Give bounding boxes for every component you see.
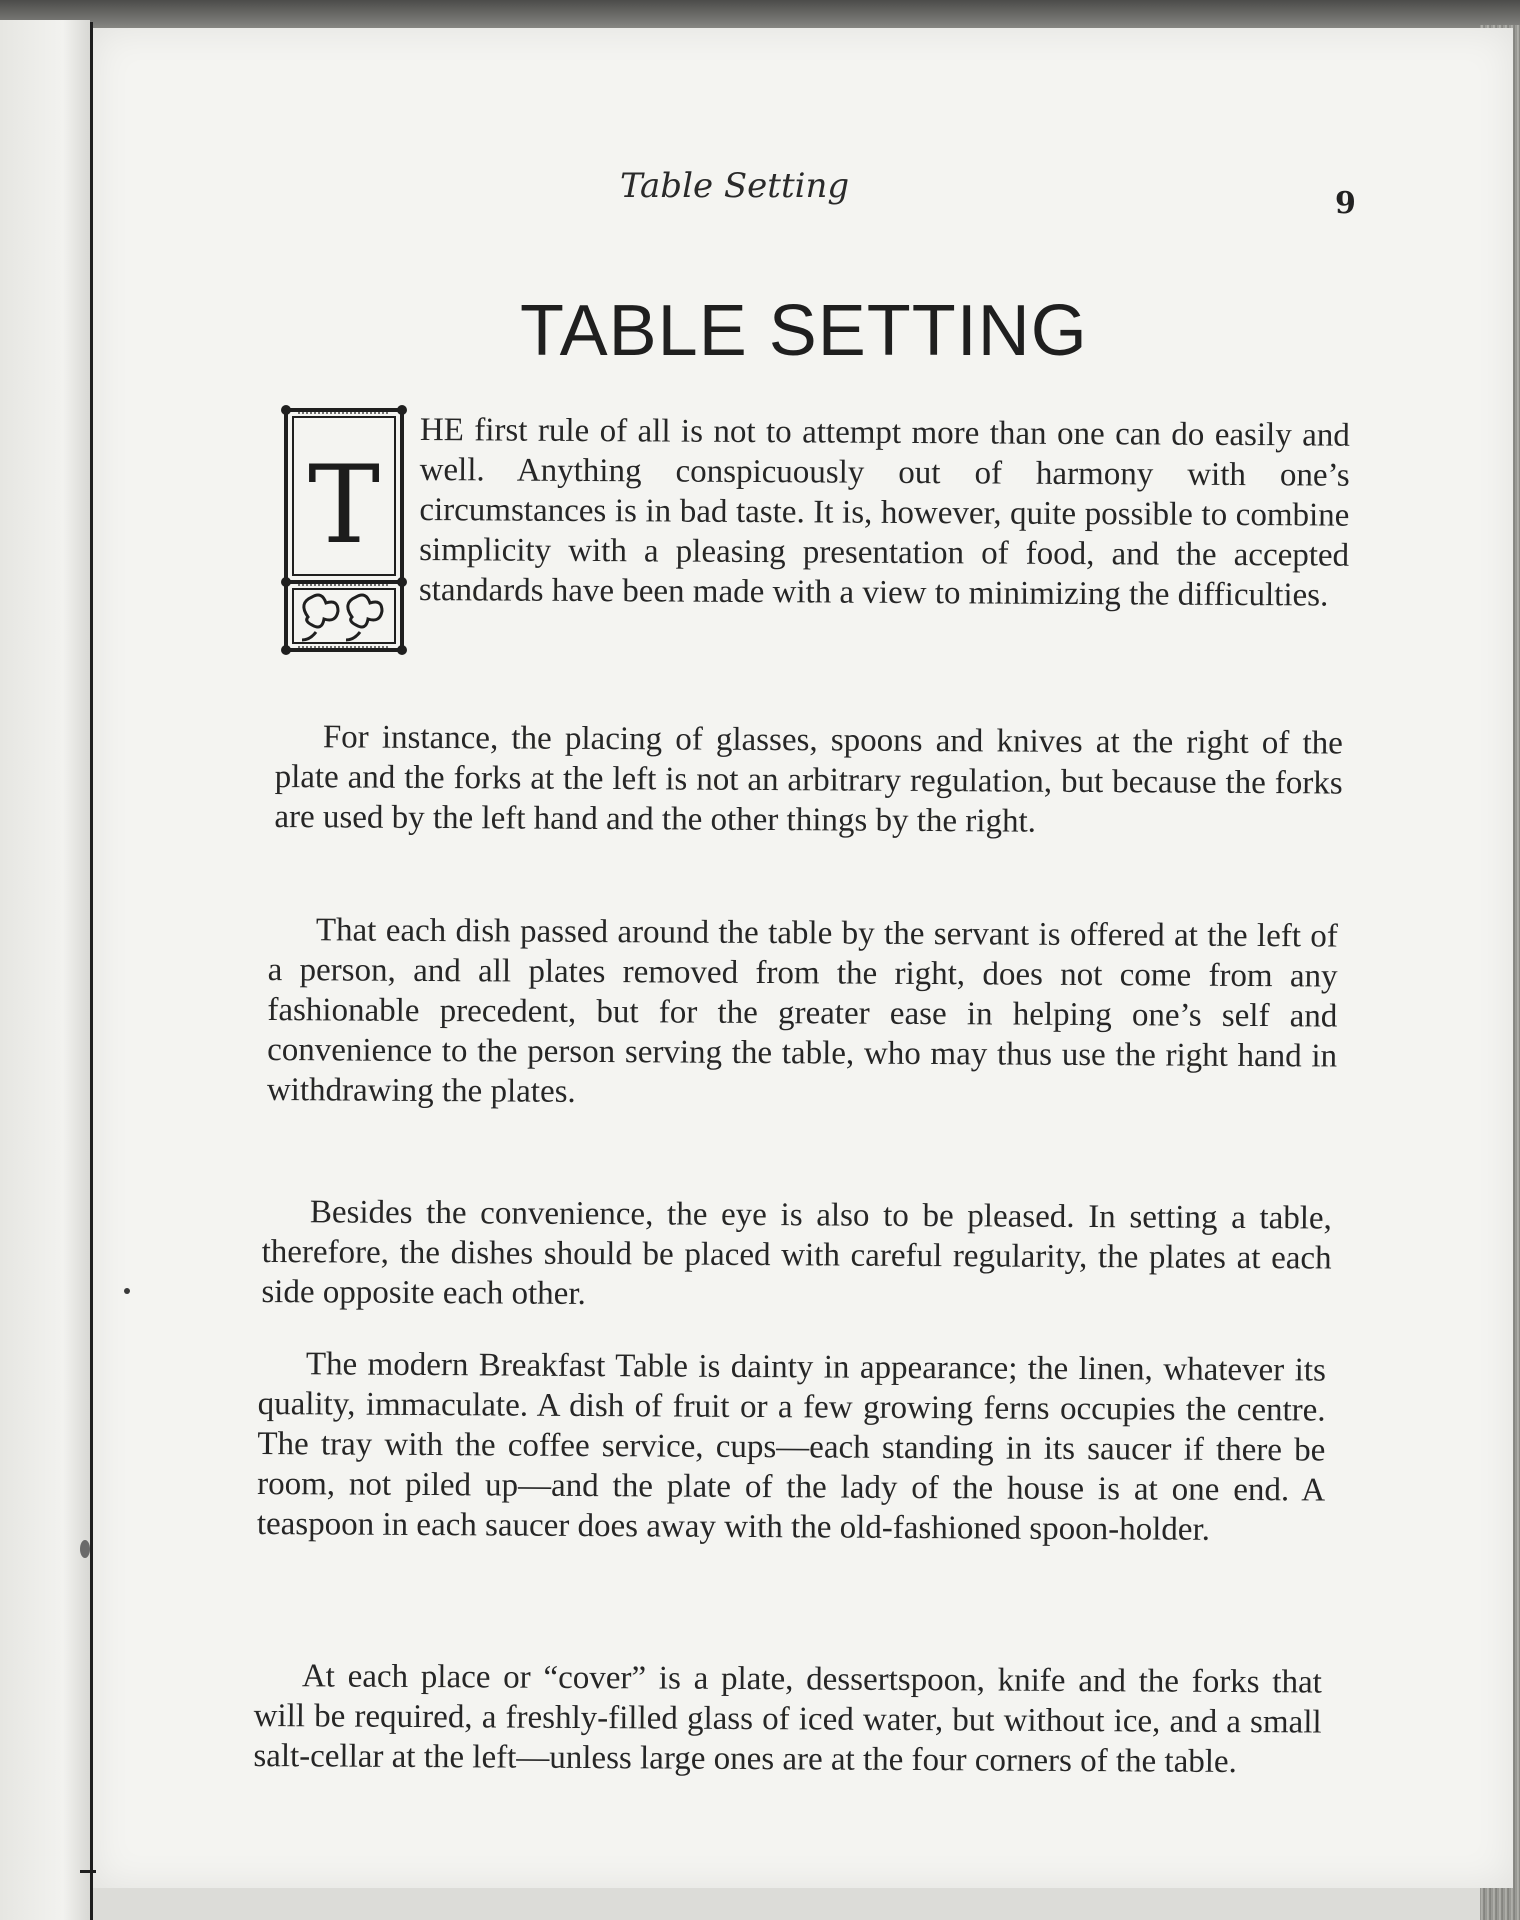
floral-ornament-icon bbox=[302, 595, 382, 640]
drop-cap-letter: T bbox=[307, 443, 381, 568]
paragraph-5: The modern Breakfast Table is dainty in appearance; the linen, whatever its quality, immaculate. A dish of fruit or a few growing ferns occupies the centre. The tray with the coffee service, cups—each standing in its saucer if there be room, not piled up—and the plate of the lady of the house is at one end. A teaspoon in each saucer does away with the old-fashioned spoon-holder. bbox=[256, 1346, 1326, 1548]
chapter-title: TABLE SETTING bbox=[520, 291, 1088, 371]
ink-speck bbox=[80, 1540, 90, 1558]
binding-mark bbox=[80, 1870, 96, 1873]
paragraph-1: HE first rule of all is not to attempt more than one can do easily and well. Anything conspicuously out of harmony with one’s circumstances is in bad taste. It is, however, quite possible to combine simplicity with a pleasing presentation of food, and the accepted standards have been made with a view to minimizing the difficulties. bbox=[418, 411, 1350, 614]
paragraph-6: At each place or “cover” is a plate, dessertspoon, knife and the forks that will be required, a freshly-filled glass of iced water, but without ice, and a small salt-cellar at the left—unless large ones are at the four corners of the table. bbox=[253, 1658, 1322, 1781]
running-head: Table Setting bbox=[620, 166, 850, 206]
facing-page-margin bbox=[0, 20, 90, 1920]
scan-top-edge bbox=[0, 0, 1520, 30]
page-number: 9 bbox=[1335, 186, 1356, 221]
paragraph-2: For instance, the placing of glasses, spoons and knives at the right of the plate and the forks at the left is not an arbitrary regulation, but because the forks are used by the left hand and the other things by the right. bbox=[274, 719, 1343, 840]
paragraph-3: That each dish passed around the table by the servant is offered at the left of a person, and all plates removed from the right, does not come from any fashionable precedent, but for the greater ease in helping one’s self and convenience to the person serving the table, who may thus use the right hand in withdrawing the plates. bbox=[266, 912, 1338, 1110]
drop-cap bbox=[278, 402, 410, 658]
ink-speck bbox=[124, 1288, 130, 1294]
binding-line bbox=[90, 22, 93, 1920]
paragraph-4: Besides the convenience, the eye is also to be pleased. In setting a table, therefore, the dishes should be placed with careful regularity, the plates at each side opposite each other. bbox=[261, 1194, 1332, 1312]
